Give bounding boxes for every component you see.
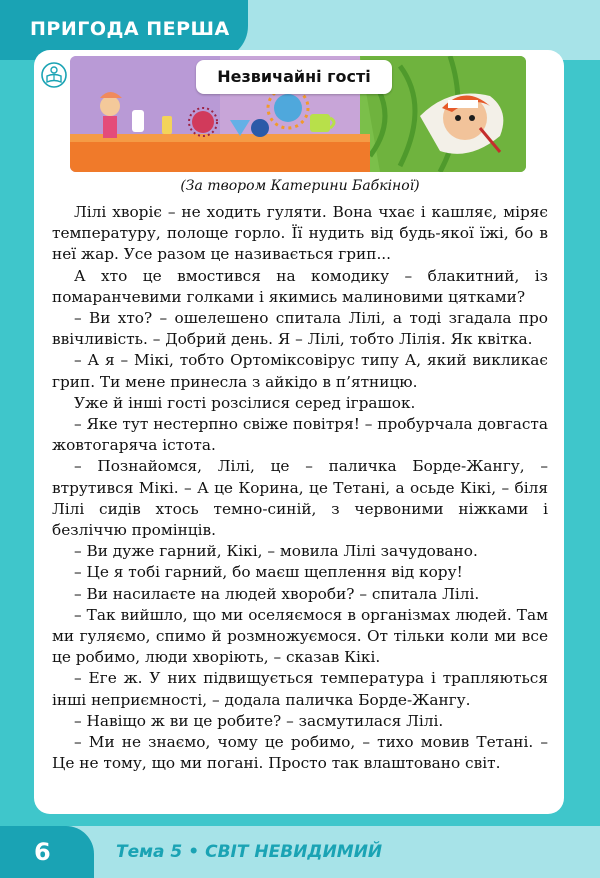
topic-title: СВІТ НЕВИДИМИЙ <box>205 842 383 862</box>
topic-number: Тема 5 <box>116 842 183 862</box>
paragraph: Уже й інші гості розсілися серед іграшок. <box>74 393 416 412</box>
paragraph: – Це я тобі гарний, бо маєш щеплення від кору! <box>74 563 463 582</box>
paragraph: – Навіщо ж ви це робите? – засмутилася Лілі. <box>74 711 444 730</box>
paragraph: А хто це вмостився на комодику – блакитний, із помаранчевими голками і якимись малиновими цятками? <box>52 266 548 306</box>
story-title: Незвичайні гості <box>196 60 392 94</box>
paragraph: Лілі хворіє – не ходить гуляти. Вона чхає і кашляє, міряє температуру, полоще горло. Її нудить від будь-якої їжі, бо в неї жар. Усе разом це називається грип... <box>52 203 548 264</box>
paragraph: – Ви насилаєте на людей хвороби? – спитала Лілі. <box>74 584 480 603</box>
topic-label <box>116 842 382 862</box>
page-number: 6 <box>34 838 51 866</box>
paragraph: – Так вийшло, що ми оселяємося в організмах людей. Там ми гуляємо, спимо й розмножуємося. От тільки коли ми все це робимо, люди хворіють, – сказав Кікі. <box>52 605 548 667</box>
paragraph: – Ви дуже гарний, Кікі, – мовила Лілі зачудовано. <box>74 542 478 561</box>
reading-icon <box>41 62 67 88</box>
paragraph: – Познайомся, Лілі, це – паличка Борде-Жангу, – втрутився Мікі. – А це Корина, це Тетані, а осьде Кікі, – біля Лілі сидів хтось темно-синій, з червоними ніжками і безліччю промінців. <box>52 457 548 540</box>
paragraph: – Ви хто? – ошелешено спитала Лілі, а тоді згадала про ввічливість. – Добрий день. Я – Лілі, тобто Лілія. Як квітка. <box>52 309 548 349</box>
paragraph: – Яке тут нестерпно свіже повітря! – пробурчала довгаста жовтогаряча істота. <box>52 415 548 455</box>
paragraph: – Еге ж. У них підвищується температура і трапляються інші неприємності, – додала паличка Борде-Жангу. <box>52 669 548 709</box>
paragraph: – А я – Мікі, тобто Ортоміксовірус типу А, який викликає грип. Ти мене принесла з айкідо в п’ятницю. <box>52 351 548 391</box>
section-label: ПРИГОДА ПЕРША <box>30 18 230 40</box>
topic-separator: • <box>188 842 200 862</box>
story-attribution: (За твором Катерини Бабкіної) <box>180 178 420 194</box>
story-text <box>52 202 548 774</box>
paragraph: – Ми не знаємо, чому це робимо, – тихо мовив Тетані. – Це не тому, що ми погані. Просто так влаштовано світ. <box>52 733 548 773</box>
